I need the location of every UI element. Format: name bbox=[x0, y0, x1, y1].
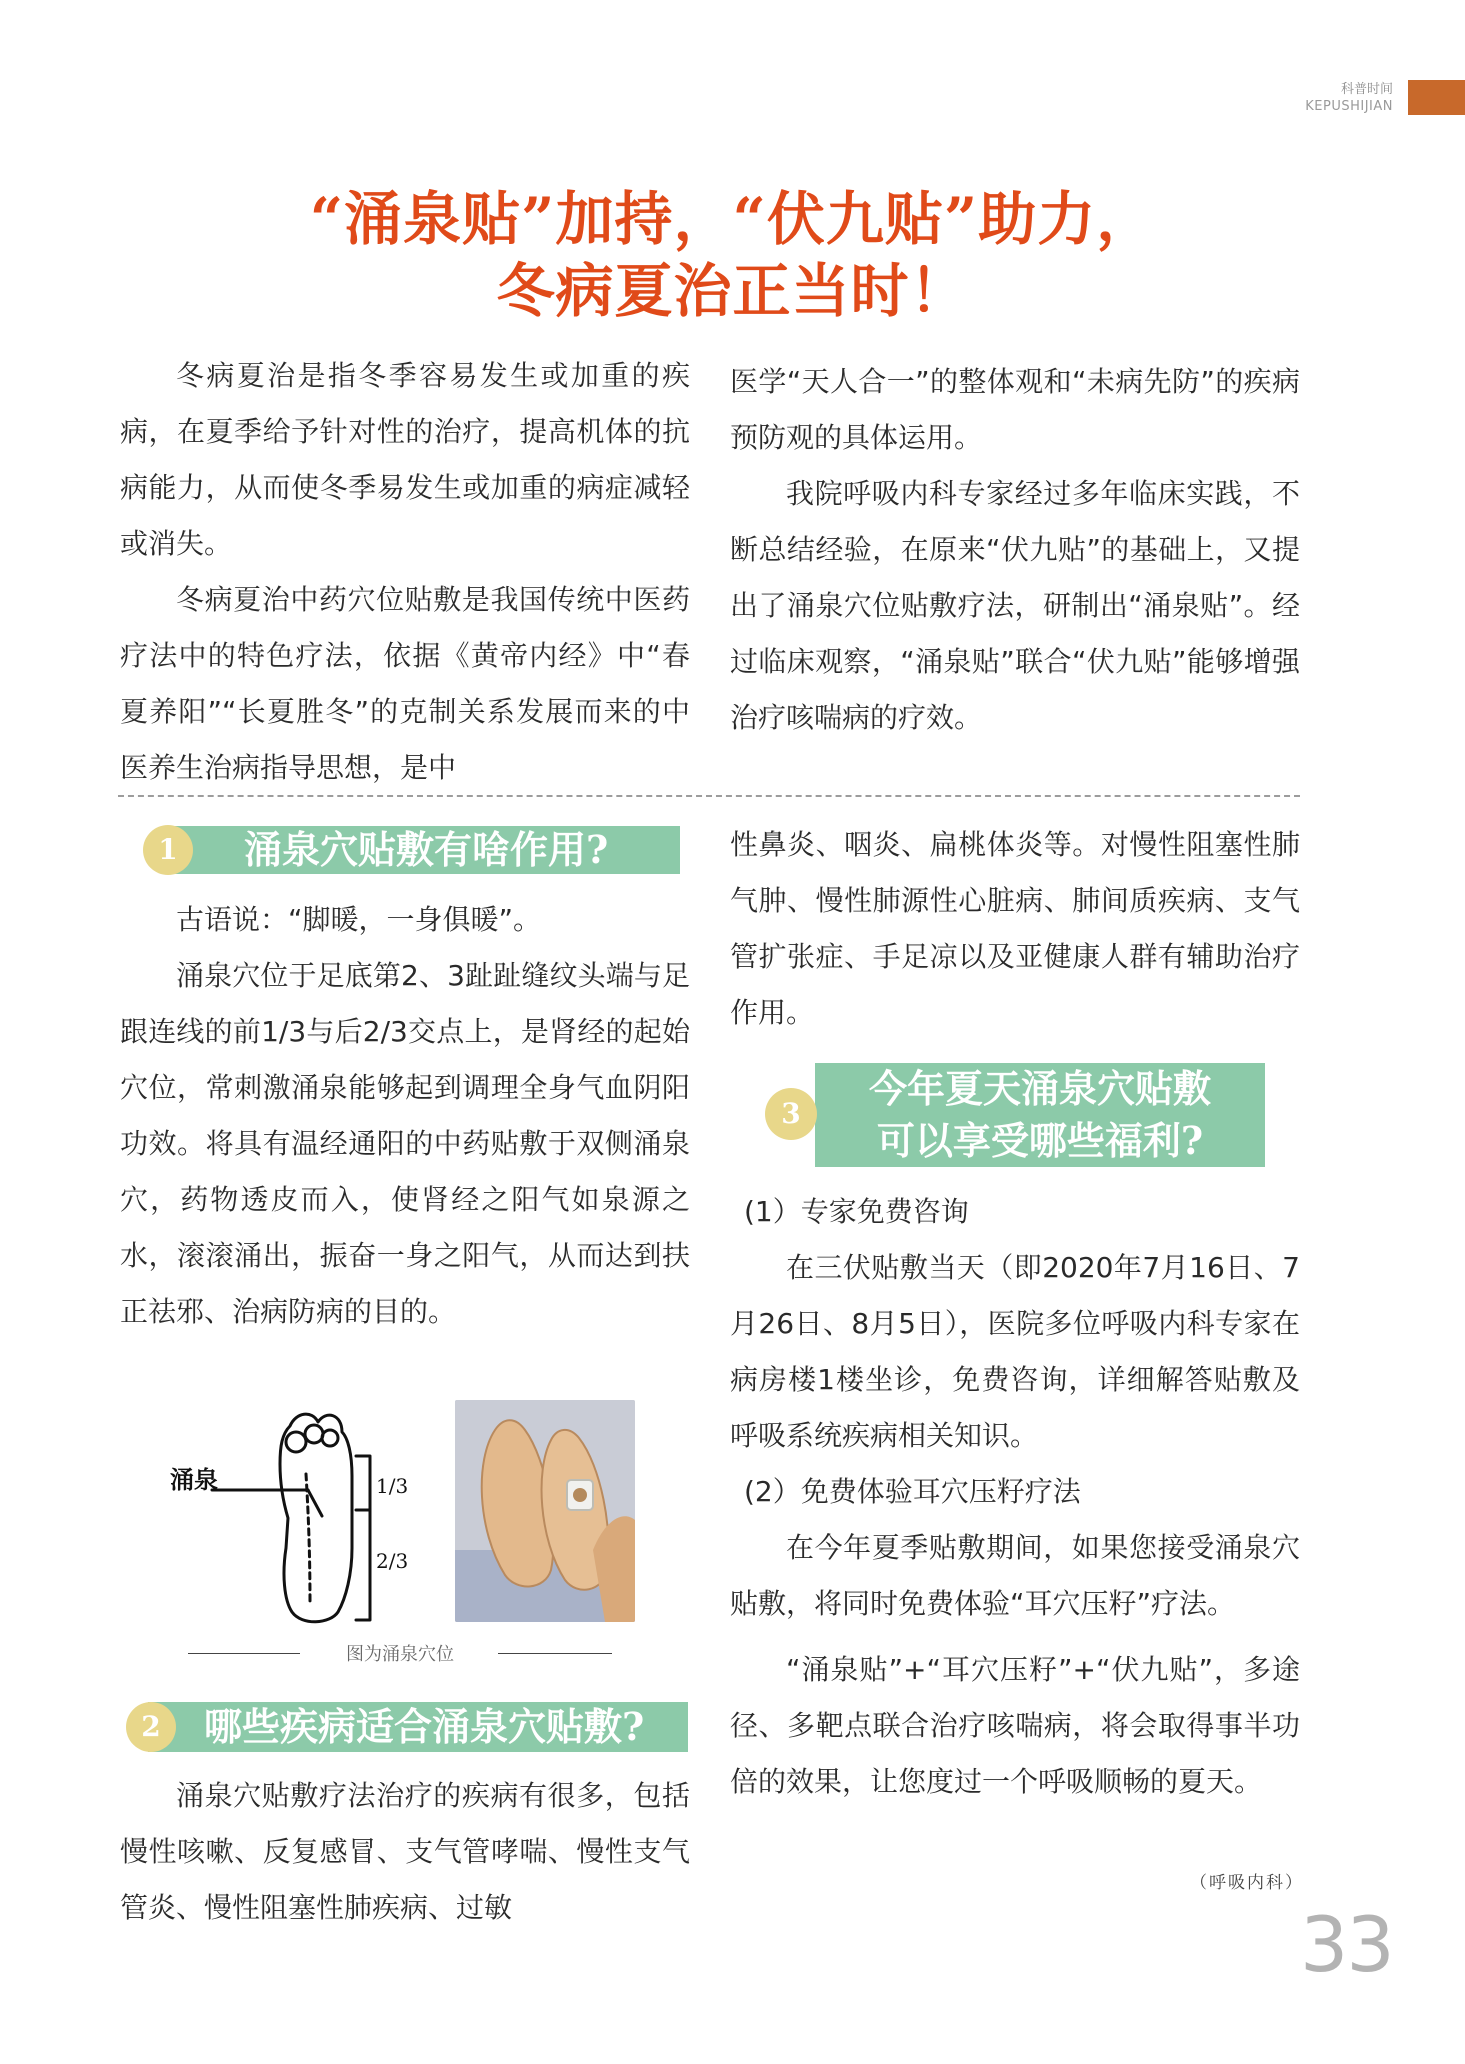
section2-paragraph-left: 涌泉穴贴敷疗法治疗的疾病有很多，包括慢性咳嗽、反复感冒、支气管哮喘、慢性支气管炎、慢性阻塞性肺疾病、过敏 bbox=[120, 1779, 690, 1924]
section-label: 科普时间 bbox=[1340, 82, 1393, 97]
acupoint-diagram bbox=[170, 1398, 470, 1630]
article-title-line2: 冬病夏治正当时！ bbox=[496, 257, 969, 325]
section1-body bbox=[120, 892, 690, 1340]
diagram-fraction-lower: 2/3 bbox=[376, 1549, 409, 1573]
section1-paragraph: 涌泉穴位于足底第2、3趾趾缝纹头端与足跟连线的前1/3与后2/3交点上，是肾经的起始穴位，常刺激涌泉能够起到调理全身气血阴阳功效。将具有温经通阳的中药贴敷于双侧涌泉穴，药物透皮而入，使肾经之阳气如泉源之水，滚滚涌出，振奋一身之阳气，从而达到扶正祛邪、治病防病的目的。 bbox=[120, 959, 690, 1328]
article-signature: （呼吸内科） bbox=[1190, 1873, 1304, 1893]
section2-body-right bbox=[730, 817, 1300, 1041]
section-divider bbox=[118, 795, 1300, 797]
section3-closing: “涌泉贴”+“耳穴压籽”+“伏九贴”，多途径、多靶点联合治疗咳喘病，将会取得事半功倍的效果，让您度过一个呼吸顺畅的夏天。 bbox=[730, 1653, 1300, 1798]
section3-item1-title: (1）专家免费咨询 bbox=[744, 1195, 969, 1228]
intro-right-column bbox=[730, 354, 1300, 746]
section3-item1-text: 在三伏贴敷当天（即2020年7月16日、7月26日、8月5日），医院多位呼吸内科专家在病房楼1楼坐诊，免费咨询，详细解答贴敷及呼吸系统疾病相关知识。 bbox=[730, 1251, 1300, 1452]
section-label-en: KEPUSHIJIAN bbox=[1305, 99, 1393, 114]
section3-heading-line1: 今年夏天涌泉穴贴敷 bbox=[868, 1066, 1211, 1111]
section2-number-badge: 2 bbox=[126, 1702, 176, 1752]
header-accent-bar bbox=[1408, 80, 1465, 115]
section2-body-left bbox=[120, 1768, 690, 1936]
section1-number-badge: 1 bbox=[143, 825, 193, 875]
diagram-fraction-upper: 1/3 bbox=[376, 1474, 409, 1498]
caption-rule-left bbox=[188, 1653, 300, 1654]
foot-acupoint-photo bbox=[455, 1400, 635, 1622]
section2-paragraph-right: 性鼻炎、咽炎、扁桃体炎等。对慢性阻塞性肺气肿、慢性肺源性心脏病、肺间质疾病、支气管扩张症、手足凉以及亚健康人群有辅助治疗作用。 bbox=[730, 828, 1300, 1029]
caption-rule-right bbox=[498, 1653, 612, 1654]
section3-item2-title: (2）免费体验耳穴压籽疗法 bbox=[744, 1475, 1081, 1508]
section3-number-badge: 3 bbox=[765, 1088, 817, 1140]
section2-heading: 哪些疾病适合涌泉穴贴敷? bbox=[204, 1704, 645, 1749]
intro-continuation: 医学“天人合一”的整体观和“未病先防”的疾病预防观的具体运用。 bbox=[730, 365, 1300, 454]
section1-quote: 古语说：“脚暖，一身俱暖”。 bbox=[176, 903, 542, 936]
figure-caption: 图为涌泉穴位 bbox=[346, 1644, 454, 1665]
intro-paragraph-3: 我院呼吸内科专家经过多年临床实践，不断总结经验，在原来“伏九贴”的基础上，又提出了涌泉穴位贴敷疗法，研制出“涌泉贴”。经过临床观察，“涌泉贴”联合“伏九贴”能够增强治疗咳喘病的疗效。 bbox=[730, 477, 1300, 734]
article-title-line1: “涌泉贴”加持，“伏九贴”助力， bbox=[309, 185, 1156, 253]
section1-heading-bar bbox=[172, 826, 680, 874]
section3-item2-text: 在今年夏季贴敷期间，如果您接受涌泉穴贴敷，将同时免费体验“耳穴压籽”疗法。 bbox=[730, 1531, 1300, 1620]
section2-heading-bar bbox=[148, 1702, 688, 1752]
section3-heading-bar bbox=[815, 1063, 1265, 1167]
intro-paragraph-1: 冬病夏治是指冬季容易发生或加重的疾病，在夏季给予针对性的治疗，提高机体的抗病能力，从而使冬季易发生或加重的病症减轻或消失。 bbox=[120, 359, 690, 560]
section1-heading: 涌泉穴贴敷有啥作用? bbox=[244, 827, 609, 872]
section3-body bbox=[730, 1184, 1300, 1810]
page-number: 33 bbox=[1300, 1900, 1393, 1989]
section3-heading-line2: 可以享受哪些福利? bbox=[876, 1118, 1204, 1163]
intro-paragraph-2: 冬病夏治中药穴位贴敷是我国传统中医药疗法中的特色疗法，依据《黄帝内经》中“春夏养阳”“长夏胜冬”的克制关系发展而来的中医养生治病指导思想，是中 bbox=[120, 583, 690, 784]
diagram-label: 涌泉 bbox=[170, 1466, 218, 1494]
intro-left-column bbox=[120, 348, 690, 796]
